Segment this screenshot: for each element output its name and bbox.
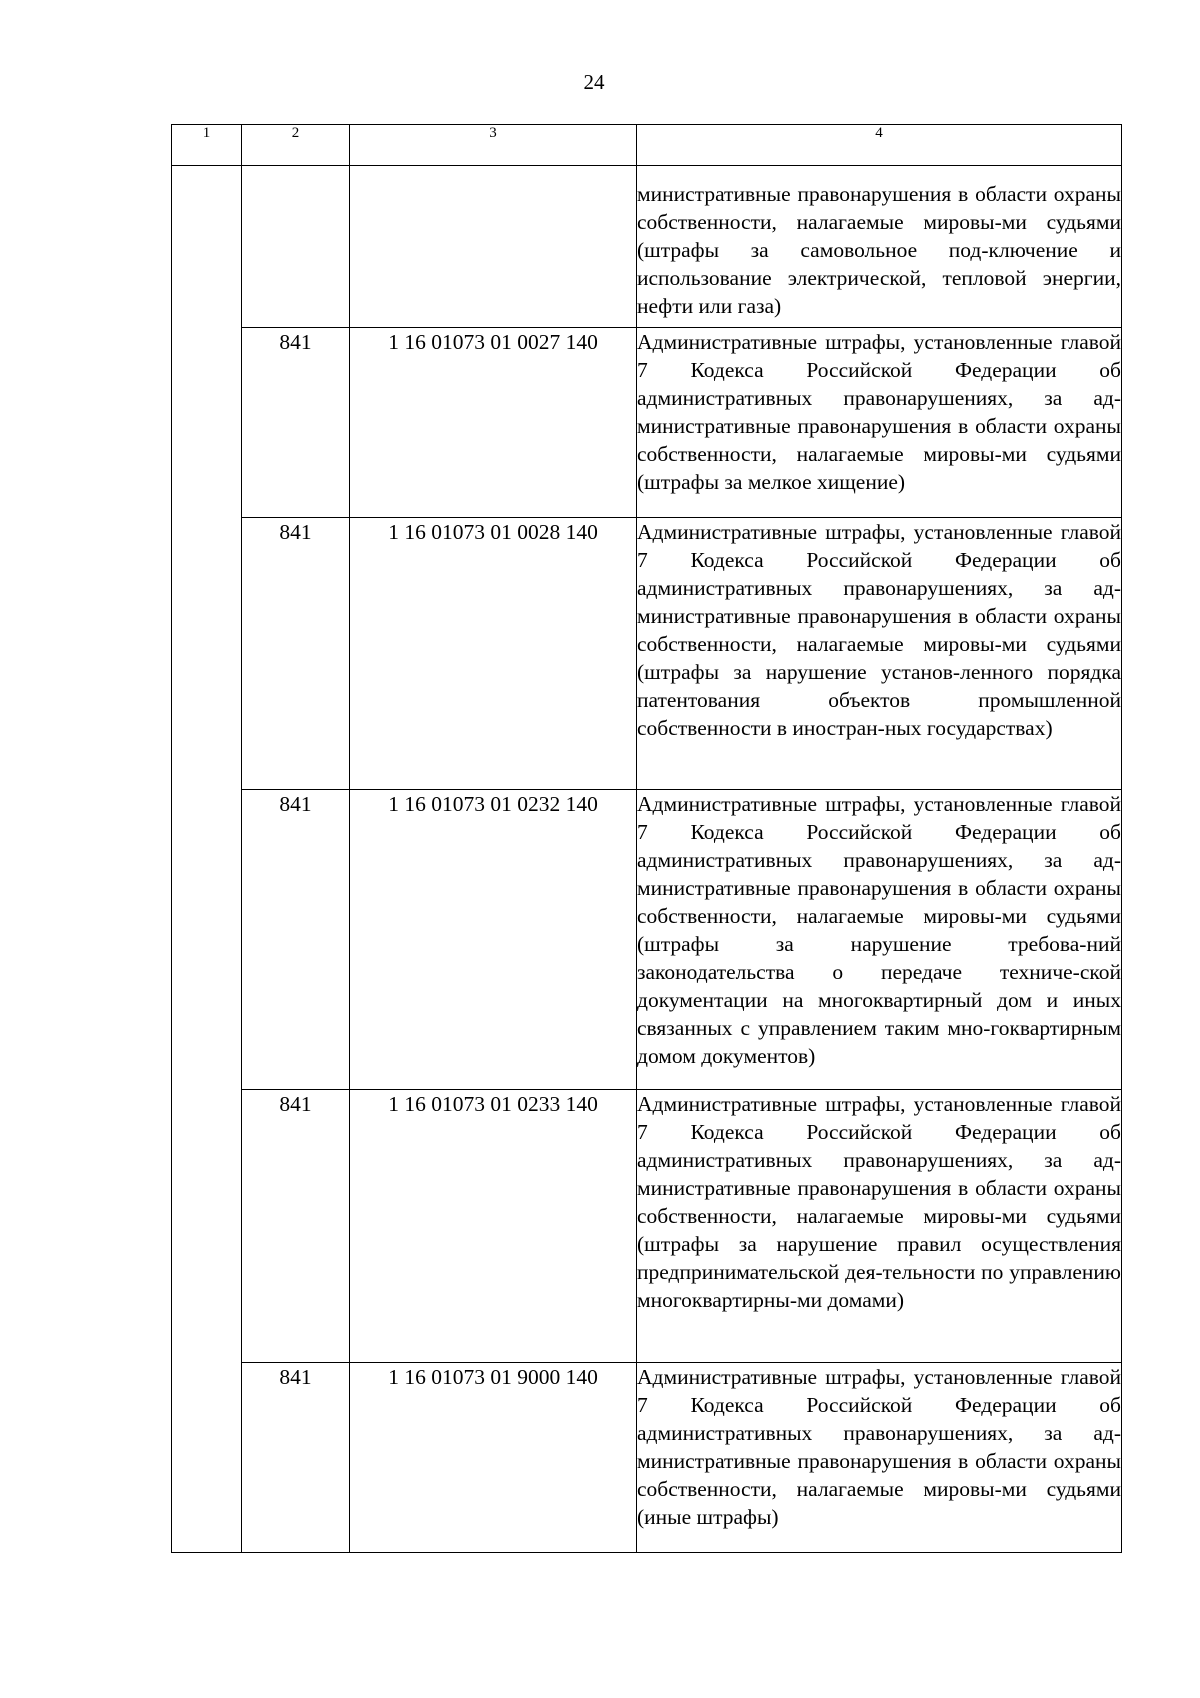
table-row — [172, 328, 1122, 518]
column-header-4: 4 — [637, 125, 1122, 166]
header-row — [172, 125, 1122, 166]
description-cell: Административные штрафы, установленные главой 7 Кодекса Российской Федерации об административных правонарушениях, за ад-министративные правонарушения в области охраны собственности, налагаемые мировы-ми судьями (иные штрафы) — [637, 1363, 1122, 1553]
admin-code-cell: 841 — [242, 1090, 350, 1363]
budget-code-cell: 1 16 01073 01 0028 140 — [350, 518, 637, 790]
description-cell: Административные штрафы, установленные главой 7 Кодекса Российской Федерации об административных правонарушениях, за ад-министративные правонарушения в области охраны собственности, налагаемые мировы-ми судьями (штрафы за нарушение установ-ленного порядка патентования объектов промышленной собственности в иностран-ных государствах) — [637, 518, 1122, 790]
description-cell: Административные штрафы, установленные главой 7 Кодекса Российской Федерации об административных правонарушениях, за ад-министративные правонарушения в области охраны собственности, налагаемые мировы-ми судьями (штрафы за мелкое хищение) — [637, 328, 1122, 518]
table-row — [172, 166, 1122, 328]
table-row — [172, 1090, 1122, 1363]
budget-codes-table — [171, 124, 1122, 1553]
column-header-1: 1 — [172, 125, 242, 166]
admin-code-cell: 841 — [242, 328, 350, 518]
table-row — [172, 1363, 1122, 1553]
budget-code-cell: 1 16 01073 01 9000 140 — [350, 1363, 637, 1553]
budget-code-cell: 1 16 01073 01 0027 140 — [350, 328, 637, 518]
page-number: 24 — [583, 70, 605, 94]
column-1-cell — [172, 166, 242, 1553]
table-row — [172, 790, 1122, 1090]
description-cell: Административные штрафы, установленные главой 7 Кодекса Российской Федерации об административных правонарушениях, за ад-министративные правонарушения в области охраны собственности, налагаемые мировы-ми судьями (штрафы за нарушение правил осуществления предпринимательской дея-тельности по управлению многоквартирны-ми домами) — [637, 1090, 1122, 1363]
column-header-2: 2 — [242, 125, 350, 166]
admin-code-cell: 841 — [242, 518, 350, 790]
description-cell: Административные штрафы, установленные главой 7 Кодекса Российской Федерации об административных правонарушениях, за ад-министративные правонарушения в области охраны собственности, налагаемые мировы-ми судьями (штрафы за нарушение требова-ний законодательства о передаче техниче-ской документации на многоквартирный дом и иных связанных с управлением таким мно-гоквартирным домом документов) — [637, 790, 1122, 1090]
budget-code-cell — [350, 166, 637, 328]
column-header-3: 3 — [350, 125, 637, 166]
description-cell: министративные правонарушения в области охраны собственности, налагаемые мировы-ми судьями (штрафы за самовольное под-ключение и использование электрической, тепловой энергии, нефти или газа) — [637, 166, 1122, 328]
admin-code-cell: 841 — [242, 790, 350, 1090]
admin-code-cell: 841 — [242, 1363, 350, 1553]
budget-code-cell: 1 16 01073 01 0233 140 — [350, 1090, 637, 1363]
table-row — [172, 518, 1122, 790]
admin-code-cell — [242, 166, 350, 328]
budget-code-cell: 1 16 01073 01 0232 140 — [350, 790, 637, 1090]
